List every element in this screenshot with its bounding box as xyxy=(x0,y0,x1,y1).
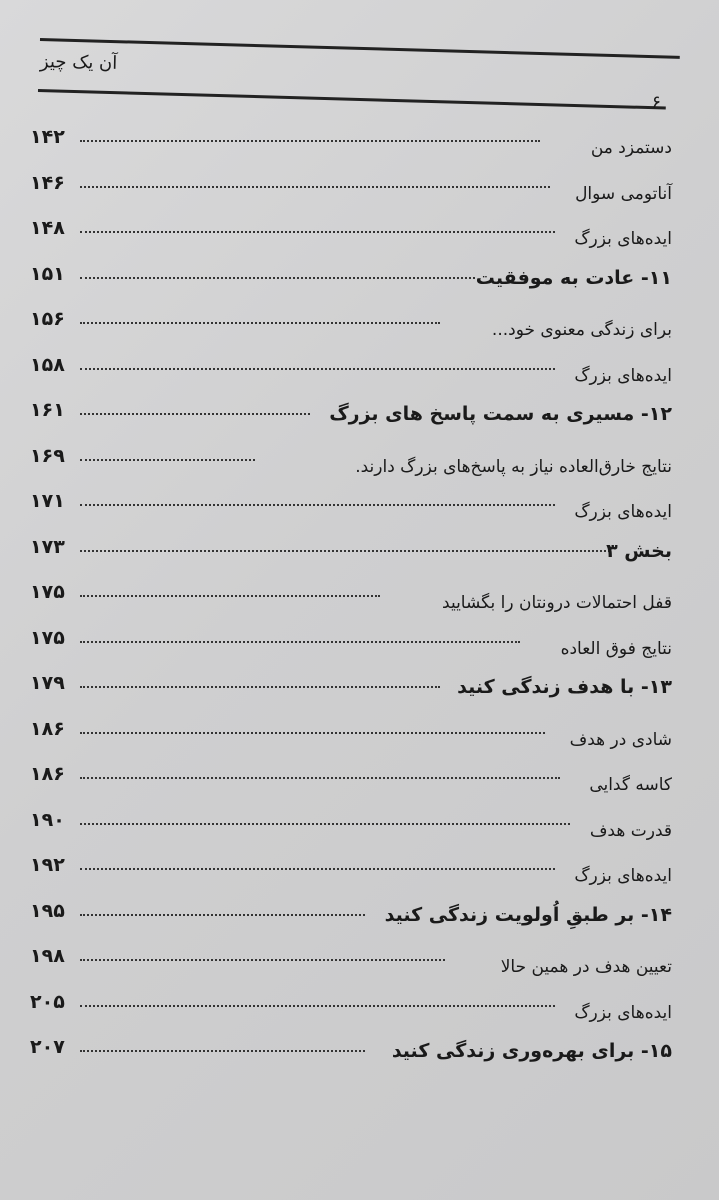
toc-page-number: ۱۹۸ xyxy=(30,945,65,967)
toc-chapter-row xyxy=(22,532,682,578)
toc-chapter-title: بخش ۳ xyxy=(606,539,672,562)
dot-leader xyxy=(80,368,555,370)
dot-leader xyxy=(80,823,570,825)
table-of-contents xyxy=(22,122,682,1078)
toc-page-number: ۱۷۹ xyxy=(30,672,65,694)
toc-section-row xyxy=(22,623,682,669)
toc-chapter-title: ۱۲- مسیری به سمت پاسخ های بزرگ xyxy=(329,403,672,425)
toc-section-title: برای زندگی معنوی خود... xyxy=(491,320,672,340)
toc-page-number: ۱۶۹ xyxy=(30,444,65,467)
dot-leader xyxy=(80,186,550,188)
toc-chapter-row xyxy=(22,896,682,942)
toc-page-number: ۱۴۸ xyxy=(30,217,65,239)
toc-chapter-title: ۱۵- برای بهره‌وری زندگی کنید xyxy=(391,1040,672,1062)
dot-leader xyxy=(80,322,440,324)
toc-section-row xyxy=(22,714,682,760)
toc-section-title: نتایج فوق العاده xyxy=(560,638,672,659)
dot-leader xyxy=(80,641,520,643)
toc-page-number: ۱۵۱ xyxy=(30,262,65,285)
dot-leader xyxy=(80,732,545,734)
toc-section-row xyxy=(22,759,682,805)
toc-section-row xyxy=(22,441,682,487)
dot-leader xyxy=(80,595,380,597)
toc-page-number: ۱۷۵ xyxy=(30,581,65,603)
toc-section-row xyxy=(22,168,682,214)
toc-page-number: ۱۵۶ xyxy=(30,308,65,330)
dot-leader xyxy=(80,959,445,961)
running-header-title: آن یک چیز xyxy=(39,51,118,74)
toc-page-number: ۱۸۶ xyxy=(30,717,65,740)
dot-leader xyxy=(80,1005,555,1007)
toc-chapter-row xyxy=(22,1032,682,1078)
toc-chapter-title: ۱۳- با هدف زندگی کنید xyxy=(457,676,672,698)
toc-page-number: ۱۹۵ xyxy=(30,899,65,922)
dot-leader xyxy=(80,504,555,506)
dot-leader xyxy=(80,140,540,142)
dot-leader xyxy=(80,459,255,461)
toc-page-number: ۱۹۲ xyxy=(30,854,65,876)
toc-page-number: ۱۷۳ xyxy=(30,535,65,558)
dot-leader xyxy=(80,413,310,415)
toc-page-number: ۲۰۵ xyxy=(30,990,65,1013)
toc-section-row xyxy=(22,987,682,1033)
dot-leader xyxy=(80,1050,365,1052)
toc-page-number: ۱۷۵ xyxy=(30,626,65,649)
toc-page-number: ۱۵۸ xyxy=(30,353,65,376)
toc-section-title: ایده‌های بزرگ xyxy=(574,866,672,886)
toc-page-number: ۱۹۰ xyxy=(30,808,65,831)
toc-section-row xyxy=(22,122,682,168)
toc-section-row xyxy=(22,304,682,350)
toc-section-row xyxy=(22,486,682,532)
dot-leader xyxy=(80,277,475,279)
toc-page-number: ۱۸۶ xyxy=(30,763,65,785)
toc-page-number: ۲۰۷ xyxy=(30,1036,65,1058)
toc-section-title: کاسه گدایی xyxy=(589,775,672,795)
toc-page-number: ۱۷۱ xyxy=(30,490,65,512)
toc-page-number: ۱۴۶ xyxy=(30,171,65,194)
toc-chapter-row xyxy=(22,259,682,305)
toc-chapter-title: ۱۱- عادت به موفقیت xyxy=(475,266,672,289)
toc-section-title: نتایج خارق‌العاده نیاز به پاسخ‌های بزرگ دارند. xyxy=(355,456,672,477)
dot-leader xyxy=(80,777,560,779)
dot-leader xyxy=(80,231,555,233)
toc-page-number: ۱۴۲ xyxy=(30,126,65,148)
page-number: ۶ xyxy=(651,92,661,113)
toc-section-title: ایده‌های بزرگ xyxy=(574,1002,672,1023)
toc-section-row xyxy=(22,577,682,623)
dot-leader xyxy=(80,550,610,552)
toc-section-row xyxy=(22,850,682,896)
toc-section-title: قدرت هدف xyxy=(589,820,672,841)
toc-section-title: تعیین هدف در همین حالا xyxy=(500,957,672,977)
dot-leader xyxy=(80,868,555,870)
toc-section-title: شادی در هدف xyxy=(569,729,672,750)
toc-section-title: قفل احتمالات درونتان را بگشایید xyxy=(442,593,672,613)
toc-page-number: ۱۶۱ xyxy=(30,399,65,421)
toc-section-title: دستمزد من xyxy=(590,138,672,158)
toc-chapter-title: ۱۴- بر طبقِ اُولویت زندگی کنید xyxy=(384,903,672,926)
toc-section-row xyxy=(22,213,682,259)
toc-chapter-row xyxy=(22,395,682,441)
toc-section-title: ایده‌های بزرگ xyxy=(574,502,672,522)
toc-chapter-row xyxy=(22,668,682,714)
toc-section-title: ایده‌های بزرگ xyxy=(574,229,672,249)
toc-section-row xyxy=(22,805,682,851)
toc-section-row xyxy=(22,941,682,987)
dot-leader xyxy=(80,686,440,688)
dot-leader xyxy=(80,914,365,916)
toc-section-title: ایده‌های بزرگ xyxy=(574,365,672,386)
toc-section-row xyxy=(22,350,682,396)
toc-section-title: آناتومی سوال xyxy=(575,183,672,204)
